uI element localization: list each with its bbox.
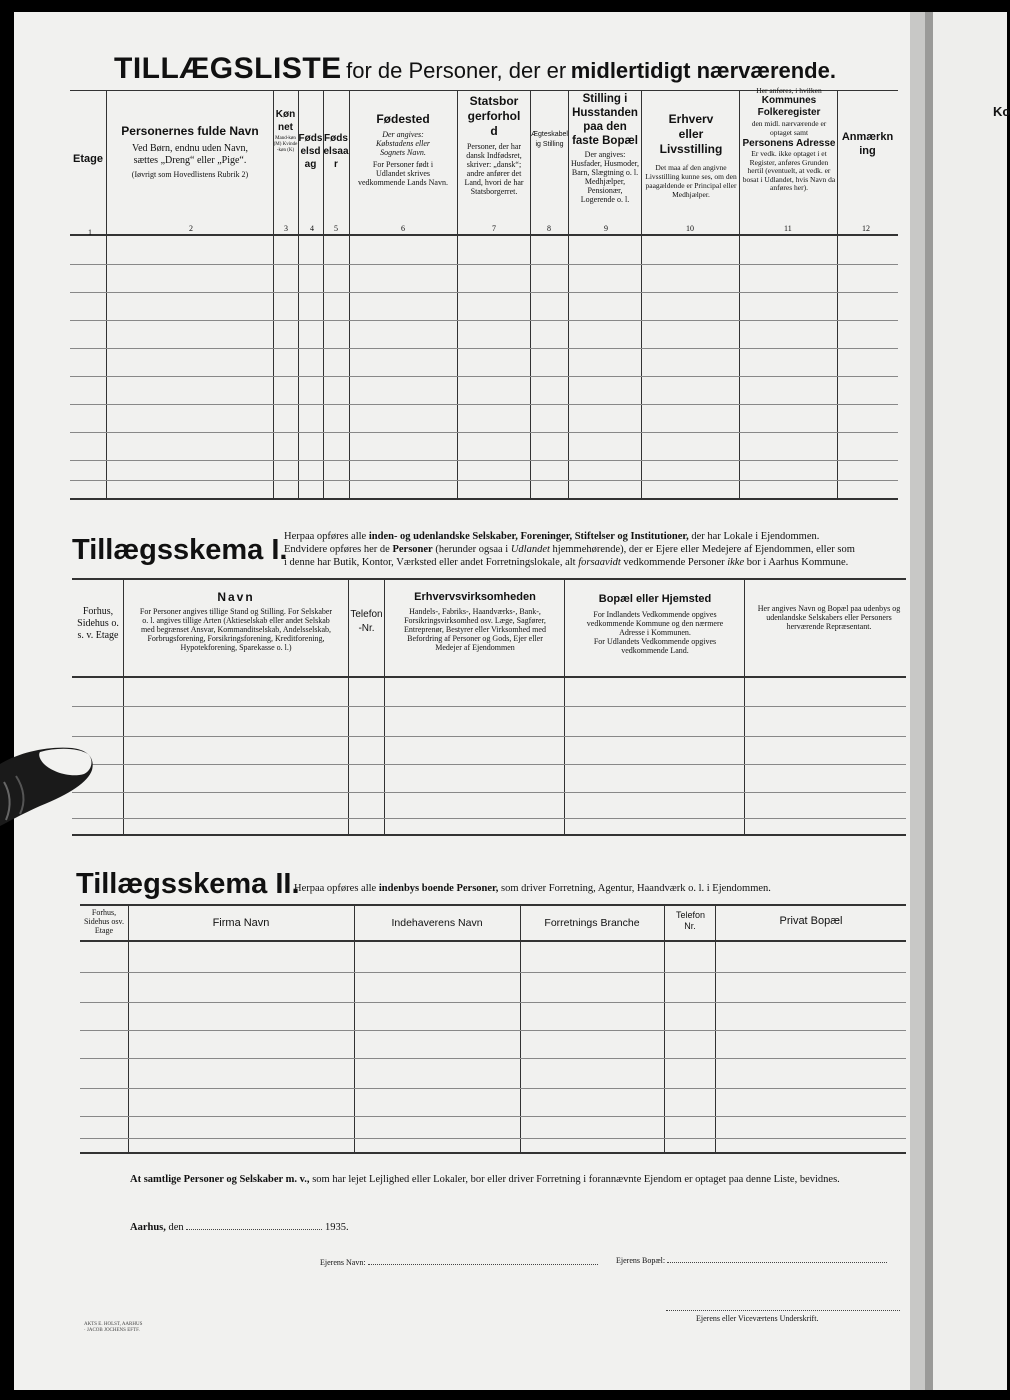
schema1-representative-header: Her angives Navn og Bopæl paa udenbys og udenlandske Selskabers eller Personers herværende Repræsentant. [757,604,901,631]
schema2-row-rule [80,1058,906,1059]
col-number: 4 [310,224,314,233]
schema1-bottom-rule [72,834,906,836]
schema2-phone-header: Telefon Nr. [676,910,706,931]
main-table-header-rule [70,234,898,236]
schema2-branch-header: Forretnings Branche [544,917,640,929]
schema1-business-header: Erhvervsvirksomheden Handels-, Fabriks-, Haandværks-, Bank-, Forsikringsvirksomhed osv. Læge, Sagfører, Entreprenør, Bestyrer eller Virksomhed med Befordring af Personer og Gods, Ejer eller Medejer af Ejendommen [404,591,546,652]
title-bold-tail: midlertidigt nærværende. [570,58,836,83]
schema1-top-rule [72,578,906,580]
schema2-col-divider [715,904,716,1152]
schema2-firm-header: Firma Navn [212,917,270,929]
date-fill-line[interactable] [186,1229,322,1230]
attestation-statement: At samtlige Personer og Selskaber m. v., som har lejet Lejlighed eller Lokaler, bor eller driver Forretning i forannævnte Ejendom er optaget paa denne Liste, bevidnes. [130,1174,840,1185]
right-page-edge [925,12,1010,1390]
main-row-rule [70,264,898,265]
schema1-row-rule [72,706,906,707]
schema2-bottom-rule [80,1152,906,1154]
schema1-row-rule [72,736,906,737]
schema1-row-rule [72,818,906,819]
col-number: 5 [334,224,338,233]
schema2-row-rule [80,1088,906,1089]
schema2-header-rule [80,940,906,942]
schema1-floor-header: Forhus, Sidehus o. s. v. Etage [77,606,119,641]
main-row-rule [70,404,898,405]
owner-residence-fill[interactable] [667,1262,887,1263]
schema1-title: Tillægsskema I. [72,534,288,566]
schema2-title: Tillægsskema II. [76,868,300,900]
schema2-row-rule [80,1002,906,1003]
main-col-divider [349,90,350,498]
schema1-description: Herpaa opføres alle inden- og udenlandske Selskaber, Foreninger, Stiftelser og Institutioner, der har Lokale i Ejendommen. Endvidere opføres her de Personer (herunder ogsaa i Udlandet hjemmehørende), der er Ejere eller Medejere af Ejendommen, eller som i denne har Butik, Kontor, Værksted eller andet Forretningslokale, alt forsaavidt vedkommende Personer ikke bor i Aarhus Kommune. [284,531,855,568]
col-number: 11 [784,224,792,233]
schema2-private-header: Privat Bopæl [779,915,843,927]
schema2-top-rule [80,904,906,906]
right-page-shadow [925,12,933,1390]
owner-name-fill[interactable] [368,1264,598,1265]
schema2-col-divider [520,904,521,1152]
schema2-description: Herpaa opføres alle indenbys boende Personer, som driver Forretning, Agentur, Haandværk o. l. i Ejendommen. [294,883,771,894]
col-birthplace-header: Fødested Der angives: Købstadens eller Sognets Navn. For Personer født i Udlandet skrives vedkommende Lands Navn. [358,112,448,187]
col-number: 7 [492,224,496,233]
main-row-rule [70,480,898,481]
schema2-owner-header: Indehaverens Navn [391,917,483,929]
col-marital-header: Ægteskabelig Stilling [531,131,568,148]
schema1-residence-header: Bopæl eller Hjemsted For Indlandets Vedkommende opgives vedkommende Kommune og den nærmere Adresse i Kommunen. For Udlandets Vedkommende opgives vedkommende Land. [586,593,724,655]
schema2-row-rule [80,1030,906,1031]
schema1-name-header: Navn For Personer angives tillige Stand og Stilling. For Selskaber o. l. angives tillige Arten (Aktieselskab eller andet Selskab med begrænset Ansvar, Kommanditselskab, Andelsselskab, Forbrugsforening, Forsikringsforening, Kreditforening, Hypotekforening, Sparekasse o. l.) [139,590,333,652]
form-page [14,12,910,1390]
schema2-row-rule [80,972,906,973]
signature-fill-line[interactable] [666,1310,900,1311]
col-number: 6 [401,224,405,233]
col-occupation-header: Erhverv eller Livsstilling Det maa af den angivne Livsstilling kunne ses, om den paagældende er Principal eller Medhjælper. [645,112,737,199]
owner-name-line: Ejerens Navn: [320,1258,598,1267]
schema2-col-divider [354,904,355,1152]
title-bold-word: TILLÆGSLISTE [114,52,342,85]
col-number: 12 [862,224,870,233]
col-birthyear-header: Fødselsaar [323,133,349,170]
col-number: 1 [88,228,92,237]
schema1-phone-header: Telefon-Nr. [350,609,383,634]
col-address-header: Her anføres, i hvilken Kommunes Folkeregister den midl. nærværende er optaget samt Personens Adresse Er vedk. ikke optaget i et Register, anføres Grunden hertil (eventuelt, at vedk. er bosat i Udlandet, hvis Navn da anføres her). [742,86,836,192]
page-gutter [910,12,925,1390]
schema1-row-rule [72,764,906,765]
main-col-divider [641,90,642,498]
col-number: 3 [284,224,288,233]
col-birthday-header: Fødselsdag [298,133,323,170]
schema2-col-divider [664,904,665,1152]
col-number: 2 [189,224,193,233]
page-title [114,52,836,86]
main-row-rule [70,376,898,377]
main-col-divider [739,90,740,498]
col-citizenship-header: Statsborgerforhold Personer, der har dansk Indfødsret, skriver: „dansk“; andre anfører det Land, hvori de har Statsborgerret. [464,94,524,196]
main-row-rule [70,460,898,461]
col-gender-header: Kønnet Mand-køn (M) Kvinde-køn (K) [273,109,298,153]
right-page-fragment: Ko [993,104,1010,119]
title-middle: for de Personer, der er [346,58,567,83]
schema2-row-rule [80,1116,906,1117]
finger-image [0,742,95,832]
col-household-header: Stilling i Husstanden paa den faste Bopæl Der angives: Husfader, Husmoder, Barn, Slægtning o. l. Medhjælper, Pensionær, Logerende o. l. [570,93,639,204]
owner-residence-line: Ejerens Bopæl: [616,1256,887,1265]
printer-imprint: AKTS E. HOLST, AARHUS · JACOB JOCHENS EFTF. [84,1322,143,1333]
main-col-divider [106,90,107,498]
schema1-header-rule [72,676,906,678]
col-name-header: Personernes fulde Navn Ved Børn, endnu uden Navn, sættes „Dreng“ eller „Pige“. (Iøvrigt som Hovedlistens Rubrik 2) [121,124,259,179]
main-col-divider [457,90,458,498]
main-col-divider [530,90,531,498]
col-number: 10 [686,224,694,233]
col-number: 9 [604,224,608,233]
schema1-row-rule [72,792,906,793]
schema2-row-rule [80,1138,906,1139]
main-row-rule [70,348,898,349]
schema2-col-divider [128,904,129,1152]
main-row-rule [70,292,898,293]
main-table-bottom-rule [70,498,898,500]
main-row-rule [70,320,898,321]
schema2-floor-header: Forhus, Sidehus osv. Etage [84,908,124,935]
col-remarks-header: Anmærkning [841,131,894,157]
col-number: 8 [547,224,551,233]
col-etage-header: Etage [73,153,103,165]
main-col-divider [568,90,569,498]
main-row-rule [70,432,898,433]
place-date-line: Aarhus, den 1935. [130,1222,349,1233]
signature-label: Ejerens eller Viceværtens Underskrift. [696,1314,819,1323]
